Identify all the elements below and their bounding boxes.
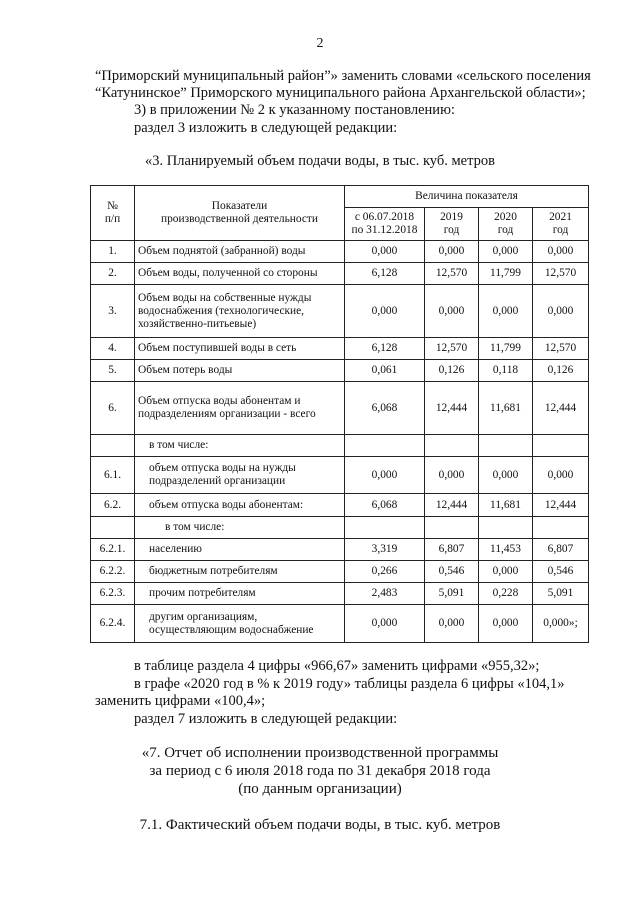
- row-value: 12,444: [425, 382, 479, 435]
- row-name: населению: [135, 539, 345, 561]
- intro-line-1: “Приморский муниципальный район”» заменить словами «сельского поселения: [95, 68, 591, 84]
- row-value: 0,000: [345, 605, 425, 643]
- section7-title-line-3: (по данным организации): [238, 781, 402, 797]
- row-value: 0,126: [533, 360, 589, 382]
- table-row: [91, 494, 589, 517]
- row-value: 0,000: [479, 561, 533, 583]
- row-value: 12,570: [533, 263, 589, 285]
- header-period: 2021 год: [533, 208, 589, 241]
- row-num: 5.: [91, 360, 135, 382]
- row-name: Объем воды на собственные нужды водоснабжения (технологические, хозяйственно-питьевые): [135, 285, 345, 338]
- header-period: 2019 год: [425, 208, 479, 241]
- row-num: 3.: [91, 285, 135, 338]
- row-value: 5,091: [533, 583, 589, 605]
- row-value: [479, 435, 533, 457]
- row-name: Объем воды, полученной со стороны: [135, 263, 345, 285]
- section7-title-line-1: «7. Отчет об исполнении производственной программы: [141, 745, 499, 761]
- intro-line-3: 3) в приложении № 2 к указанному постановлению:: [134, 102, 455, 118]
- row-value: 0,000: [425, 605, 479, 643]
- section71-title: 7.1. Фактический объем подачи воды, в тыс. куб. метров: [139, 817, 501, 833]
- row-num: 6.2.4.: [91, 605, 135, 643]
- row-num: 2.: [91, 263, 135, 285]
- row-value: 0,000»;: [533, 605, 589, 643]
- row-value: [345, 435, 425, 457]
- row-value: 0,000: [345, 241, 425, 263]
- row-num: 4.: [91, 338, 135, 360]
- header-num: № п/п: [91, 186, 135, 241]
- row-value: 12,570: [425, 263, 479, 285]
- row-num: [91, 517, 135, 539]
- row-value: 6,068: [345, 494, 425, 517]
- row-value: 11,799: [479, 338, 533, 360]
- row-value: [533, 435, 589, 457]
- table-row: [91, 561, 589, 583]
- table-row: [91, 285, 589, 338]
- row-value: 5,091: [425, 583, 479, 605]
- row-value: 11,799: [479, 263, 533, 285]
- row-value: 0,000: [345, 285, 425, 338]
- row-name: другим организациям, осуществляющим водоснабжение: [135, 605, 345, 643]
- row-value: [533, 517, 589, 539]
- row-value: 0,000: [345, 457, 425, 494]
- header-period: с 06.07.2018 по 31.12.2018: [345, 208, 425, 241]
- intro-line-4: раздел 3 изложить в следующей редакции:: [134, 120, 398, 136]
- row-value: 0,000: [425, 285, 479, 338]
- row-value: 12,570: [533, 338, 589, 360]
- table-row: [91, 435, 589, 457]
- row-num: 6.2.1.: [91, 539, 135, 561]
- page-number: 2: [316, 36, 324, 51]
- row-value: 11,681: [479, 494, 533, 517]
- intro-line-2: “Катунинское” Приморского муниципального района Архангельской области»;: [95, 85, 586, 101]
- row-value: 0,000: [425, 241, 479, 263]
- row-num: [91, 435, 135, 457]
- row-num: 6.2.: [91, 494, 135, 517]
- row-value: [425, 517, 479, 539]
- header-period: 2020 год: [479, 208, 533, 241]
- row-value: 0,000: [479, 457, 533, 494]
- table-row: [91, 360, 589, 382]
- row-num: 6.1.: [91, 457, 135, 494]
- row-name: Объем отпуска воды абонентам и подразделениям организации - всего: [135, 382, 345, 435]
- row-value: 0,228: [479, 583, 533, 605]
- row-value: 12,444: [425, 494, 479, 517]
- table-row: [91, 583, 589, 605]
- row-value: 11,681: [479, 382, 533, 435]
- row-value: 6,128: [345, 338, 425, 360]
- row-value: 2,483: [345, 583, 425, 605]
- row-num: 6.2.2.: [91, 561, 135, 583]
- row-value: 6,807: [533, 539, 589, 561]
- row-value: [425, 435, 479, 457]
- row-value: 0,000: [533, 241, 589, 263]
- table-row: [91, 457, 589, 494]
- row-name: в том числе:: [135, 435, 345, 457]
- row-name: Объем поднятой (забранной) воды: [135, 241, 345, 263]
- row-value: 0,000: [479, 285, 533, 338]
- header-indicator: Показатели производственной деятельности: [135, 186, 345, 241]
- row-value: 11,453: [479, 539, 533, 561]
- row-name: объем отпуска воды абонентам:: [135, 494, 345, 517]
- table-row: [91, 338, 589, 360]
- header-value-group: Величина показателя: [345, 186, 589, 208]
- row-num: 1.: [91, 241, 135, 263]
- after-line-3: заменить цифрами «100,4»;: [95, 693, 266, 709]
- row-num: 6.: [91, 382, 135, 435]
- row-value: 0,000: [533, 285, 589, 338]
- row-value: 0,000: [533, 457, 589, 494]
- table-row: [91, 539, 589, 561]
- row-num: 6.2.3.: [91, 583, 135, 605]
- table-row: [91, 263, 589, 285]
- table-row: [91, 517, 589, 539]
- row-value: 6,128: [345, 263, 425, 285]
- table-title: «3. Планируемый объем подачи воды, в тыс. куб. метров: [145, 153, 495, 169]
- row-name: Объем потерь воды: [135, 360, 345, 382]
- after-line-1: в таблице раздела 4 цифры «966,67» заменить цифрами «955,32»;: [134, 658, 540, 674]
- row-name: Объем поступившей воды в сеть: [135, 338, 345, 360]
- table-row: [91, 241, 589, 263]
- row-value: 0,266: [345, 561, 425, 583]
- row-value: 12,444: [533, 494, 589, 517]
- section7-title-line-2: за период с 6 июля 2018 года по 31 декабря 2018 года: [149, 763, 491, 779]
- row-value: [479, 517, 533, 539]
- row-name: прочим потребителям: [135, 583, 345, 605]
- after-line-2: в графе «2020 год в % к 2019 году» таблицы раздела 6 цифры «104,1»: [134, 676, 565, 692]
- table-row: [91, 382, 589, 435]
- table-row: [91, 605, 589, 643]
- row-name: бюджетным потребителям: [135, 561, 345, 583]
- row-value: 0,000: [479, 241, 533, 263]
- row-name: объем отпуска воды на нужды подразделений организации: [135, 457, 345, 494]
- after-line-4: раздел 7 изложить в следующей редакции:: [134, 711, 398, 727]
- row-value: 3,319: [345, 539, 425, 561]
- row-value: 6,068: [345, 382, 425, 435]
- row-value: 0,546: [533, 561, 589, 583]
- row-value: [345, 517, 425, 539]
- row-value: 0,546: [425, 561, 479, 583]
- water-supply-table: [90, 185, 589, 643]
- row-value: 12,444: [533, 382, 589, 435]
- row-value: 6,807: [425, 539, 479, 561]
- row-value: 0,126: [425, 360, 479, 382]
- row-value: 0,118: [479, 360, 533, 382]
- row-value: 12,570: [425, 338, 479, 360]
- row-value: 0,061: [345, 360, 425, 382]
- row-name: в том числе:: [135, 517, 345, 539]
- row-value: 0,000: [425, 457, 479, 494]
- row-value: 0,000: [479, 605, 533, 643]
